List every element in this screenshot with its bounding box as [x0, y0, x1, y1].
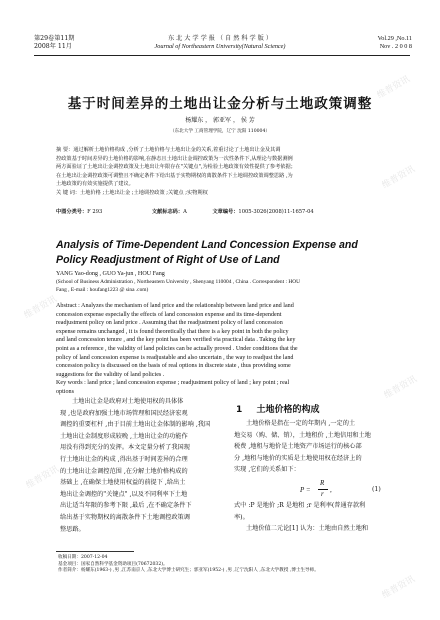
- footnote-received: 收稿日期：2007-12-04: [58, 555, 108, 560]
- authors-cn: 杨耀东 ， 郭亚军 ， 侯 芳: [185, 117, 255, 124]
- equation-number: (1): [372, 486, 381, 493]
- title-en-line: Analysis of Time-Dependent Land Concession Expense and: [56, 239, 358, 251]
- body-line: 土地价值二元论[1] 认为：土地由自然土地和: [246, 525, 369, 533]
- body-line: 税费 ,地租与地价是土地资产市场运行的核心部: [234, 443, 362, 451]
- affiliation-en: [56, 279, 401, 294]
- keywords-cn: 关 键 词：土地价格 ;土地出让金 ;土地调控政策 ;关键点 ;实物期权: [56, 189, 208, 196]
- journal-name-cn: 东 北 大 学 学 报 （ 自 然 科 学 版 ）: [167, 35, 273, 42]
- body-line: 基础上 ,在确保土地使用权益的前提下 ,给出土: [60, 479, 186, 487]
- abstract-en-line: and land concession tenure , and the key point has been verified via practical data . Taking the key: [56, 337, 296, 344]
- watermark: 维普资讯: [380, 164, 417, 192]
- footnote-funding: 基金项目：国家自然科学基金资助项目(70672032)。: [58, 561, 168, 567]
- volume-en: Vol.29 ,No.11: [377, 35, 412, 42]
- affiliation-en-line: (School of Business Administration , Northeastern University , Shenyang 110004 , China . Correspondent : HOU: [56, 279, 300, 285]
- body-line: 给出基于实物期权的离散条件下土地调控政策调: [60, 513, 190, 521]
- journal-name-en: Journal of Northeastern University(Natural Science): [154, 43, 286, 50]
- body-line: 土地出让金制度形成较晚 ,土地出让金的功能作: [60, 432, 188, 440]
- doc-code-value: A: [183, 209, 187, 215]
- issue-volume: 第29卷第11期: [34, 35, 75, 42]
- journal-issue: [34, 35, 75, 51]
- affiliation-cn: （东北大学 工商管理学院，辽宁 沈阳 110004）: [169, 129, 270, 134]
- body-line: 调控的重要杠杆 ,由于目前土地出让金体制的影响 ,我国: [60, 421, 211, 429]
- header-rule: [34, 55, 410, 56]
- watermark: 维普资讯: [380, 574, 417, 602]
- journal-volume-en: [360, 35, 412, 51]
- equation-denominator: r: [321, 490, 324, 498]
- keywords-en-cont: options: [56, 388, 74, 395]
- abstract-en-line: point as a reference , the validity of land policies can be actually proved . Under conditions that the: [56, 345, 298, 352]
- abstract-en-line: readjustment policy on land price . Assuming that the readjustment policy of land concession: [56, 320, 283, 327]
- affiliation-en-line: Fang , E-mail : houfang1223 @ sina .com): [56, 286, 149, 293]
- article-id-label: 文章编号：: [212, 209, 239, 215]
- abstract-en-line: concession policy is discussed on the basis of real options in discrete state , thus providing some: [56, 363, 291, 370]
- equation-explanation: [234, 500, 394, 535]
- abstract-cn-line: 控政策基于时间差异的土地价格的影响,在静态且土地出让金调控政策为一次性条件下,从理论与数据测例: [56, 155, 293, 162]
- abstract-cn-line: 两方面验证了土地出让金调控政策及土地出让年限存在"关键点",为检验土地政策有效性提供了参考依据；: [56, 164, 296, 171]
- equation-comma: ,: [330, 486, 332, 494]
- watermark: 维普资讯: [375, 74, 412, 102]
- body-line: 用没有得到充分的发挥。本文定量分析了我国现: [60, 444, 190, 452]
- classification-row: [56, 208, 401, 217]
- abstract-en-line: policy of land concession expense is readjustable and also uncertain , the way to readjust the land: [56, 354, 294, 361]
- body-line: 现 ,也是政府加强土地市场管理和国民经济宏观: [60, 409, 188, 417]
- paper-title-en: [56, 238, 406, 267]
- abstract-cn-line: 摘 要：通过解析土地价格构成 ,分析了土地价格与土地出让金的关系,着重讨论了土地出让金及其调: [56, 147, 281, 153]
- body-line: 行土地出让金的构成 ,得出基于时间差异的合理: [60, 455, 188, 463]
- abstract-cn-line: 在土地出让金调控政策可调整且不确定条件下给出基于实物期权的离散条件下土地调控政策调整思路 ,为: [56, 172, 293, 179]
- watermark: 维普资讯: [382, 374, 419, 402]
- intro-paragraph: [60, 396, 220, 535]
- abstract-en-line: concession expense especially the effects of land concession expense and its time-dependent: [56, 311, 282, 318]
- title-en-line: Policy Readjustment of Right of Use of Land: [56, 253, 280, 266]
- body-line: 出让适当年限的参考下限 ,最后 ,在不确定条件下: [60, 502, 192, 510]
- abstract-en-line: suggestions for the validity of land policies .: [56, 371, 165, 378]
- section-heading: [236, 402, 320, 415]
- paper-title-cn: 基于时间差异的土地出让金分析与土地政策调整: [67, 96, 373, 112]
- body-line: 土地价格是指在一定的年期内 ,一定的土: [246, 420, 356, 427]
- abstract-en-line: expense remains unchanged , it is found theoretically that there is a key point in both the policy: [56, 328, 289, 335]
- body-line: 式中 :P 是地价 ;R 是地租 ;r 是利率(普通存款利: [234, 502, 366, 509]
- keywords-en: Key words : land price ; land concession expense ; readjustment policy of land ; key point ; real: [56, 380, 290, 387]
- body-line: 地出让金调控的"关键点" ,以及不同利率下土地: [60, 490, 188, 498]
- body-line: 实现 ,它们的关系如下：: [234, 466, 300, 474]
- footnotes: [58, 555, 398, 575]
- body-line: 分 ,地租与地价的实质是土地使用权在经济上的: [234, 454, 362, 462]
- footnote-author: 作者简介：杨耀东(1963-) ,男 ,江苏南京人 ,东北大学博士研究生；郭亚军(1952-) ,男 ,辽宁沈阳人 ,东北大学教授 ,博士生导师。: [58, 568, 319, 573]
- journal-name: [120, 35, 320, 51]
- body-line: 的土地出让金调控范围 ,在分解土地价格构成的: [60, 467, 188, 475]
- watermark: 维普资讯: [22, 294, 59, 322]
- section-number: 1: [236, 405, 243, 415]
- abstract-en: [56, 302, 401, 397]
- date-en: Nov . 2 0 0 8: [379, 43, 412, 50]
- body-line: 土地出让金是政府对土地使用权的具体体: [72, 398, 184, 405]
- body-line: 整思路。: [60, 525, 85, 533]
- section-paragraph: [234, 418, 394, 476]
- abstract-cn-line: 土地政策的有效实施提供了建议。: [56, 181, 134, 188]
- section-title: 土地价格的构成: [256, 405, 320, 415]
- abstract-en-line: Abstract : Analyzes the mechanism of land price and the relationship between land price and land: [56, 303, 294, 309]
- clc-label: 中图分类号：: [56, 209, 88, 215]
- issue-date: 2008年 11月: [34, 43, 72, 50]
- doc-code-label: 文献标志码：: [151, 209, 184, 215]
- body-line: 率)。: [234, 513, 249, 521]
- equation-numerator: R: [320, 479, 325, 487]
- article-id-value: 1005-3026(2008)11-1657-04: [238, 209, 314, 215]
- abstract-cn: [56, 146, 401, 198]
- authors-en: YANG Yao-dong , GUO Ya-jun , HOU Fang: [56, 271, 165, 277]
- body-line: 地交易（购、储、销），土地租价 ,土地信用和土地: [234, 431, 371, 439]
- equation-lhs: P =: [300, 486, 311, 494]
- footnote-rule: [56, 551, 134, 552]
- watermark: 维普资讯: [24, 464, 61, 492]
- clc-value: F 293: [87, 209, 103, 215]
